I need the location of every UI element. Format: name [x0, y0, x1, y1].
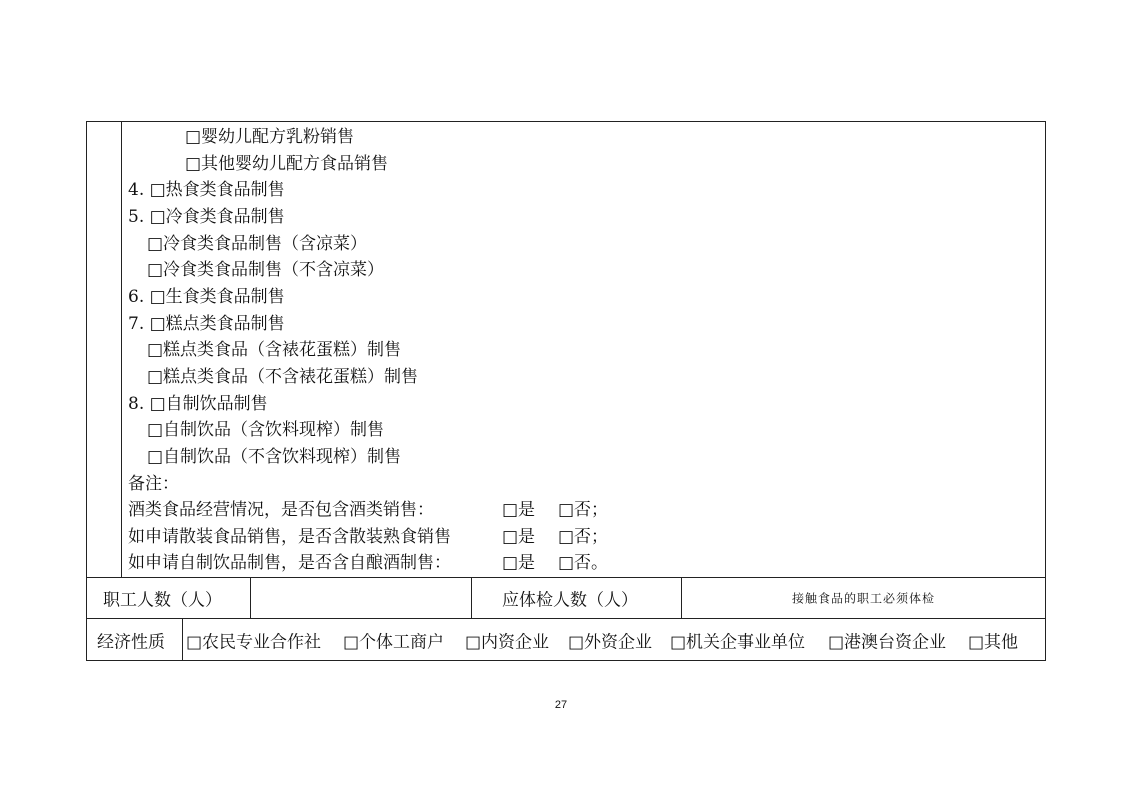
economy-label-cell [87, 619, 183, 660]
alcohol-yes-checkbox[interactable]: □是 [502, 500, 536, 520]
option-individual-business[interactable]: □个体工商户 [343, 632, 445, 652]
left-blank-column [87, 122, 122, 577]
staff-row [87, 577, 1045, 619]
home-brew-no-checkbox[interactable]: □否。 [558, 553, 609, 573]
exam-count-label-cell [472, 577, 682, 618]
item-drinks-with-juice[interactable]: □自制饮品（含饮料现榨）制售 [147, 420, 385, 440]
economy-label: 经济性质 [97, 632, 165, 652]
bulk-cooked-yes-checkbox[interactable]: □是 [502, 527, 536, 547]
question-bulk-cooked: 如申请散装食品销售，是否含散装熟食销售 [128, 527, 451, 547]
exam-count-label: 应体检人数（人） [502, 590, 638, 610]
item-cold-food-without-salad[interactable]: □冷食类食品制售（不含凉菜） [147, 260, 385, 280]
home-brew-yes-checkbox[interactable]: □是 [502, 553, 536, 573]
economy-row [87, 619, 1045, 660]
staff-count-label: 职工人数（人） [103, 590, 222, 610]
business-items-list [122, 122, 1045, 577]
question-alcohol: 酒类食品经营情况，是否包含酒类销售： [128, 500, 434, 520]
item-other-infant-formula[interactable]: □其他婴幼儿配方食品销售 [185, 154, 389, 174]
staff-count-input[interactable] [251, 577, 472, 618]
option-government-institution[interactable]: □机关企事业单位 [670, 632, 806, 652]
item-drinks-without-juice[interactable]: □自制饮品（不含饮料现榨）制售 [147, 447, 402, 467]
exam-note: 接触食品的职工必须体检 [792, 591, 936, 605]
item-raw-food[interactable]: 6. □生食类食品制售 [128, 287, 285, 307]
option-hk-macao-taiwan[interactable]: □港澳台资企业 [828, 632, 947, 652]
remarks-label: 备注： [128, 474, 179, 494]
item-infant-formula-milk[interactable]: □婴幼儿配方乳粉销售 [185, 127, 355, 147]
item-cold-food[interactable]: 5. □冷食类食品制售 [128, 207, 285, 227]
option-farmer-coop[interactable]: □农民专业合作社 [186, 632, 322, 652]
item-cold-food-with-salad[interactable]: □冷食类食品制售（含凉菜） [147, 234, 368, 254]
economy-options [183, 619, 1045, 660]
page-number: 27 [554, 699, 568, 711]
form-table [86, 121, 1046, 661]
question-home-brew: 如申请自制饮品制售，是否含自酿酒制售： [128, 553, 451, 573]
staff-count-label-cell [87, 577, 251, 618]
item-pastry[interactable]: 7. □糕点类食品制售 [128, 314, 285, 334]
option-domestic-enterprise[interactable]: □内资企业 [465, 632, 550, 652]
item-pastry-without-cake[interactable]: □糕点类食品（不含裱花蛋糕）制售 [147, 367, 419, 387]
business-items-section [87, 122, 1045, 578]
item-hot-food[interactable]: 4. □热食类食品制售 [128, 180, 285, 200]
option-other[interactable]: □其他 [968, 632, 1019, 652]
option-foreign-enterprise[interactable]: □外资企业 [568, 632, 653, 652]
exam-count-input[interactable] [682, 577, 1045, 618]
bulk-cooked-no-checkbox[interactable]: □否； [558, 527, 609, 547]
item-self-made-drinks[interactable]: 8. □自制饮品制售 [128, 394, 268, 414]
item-pastry-with-cake[interactable]: □糕点类食品（含裱花蛋糕）制售 [147, 340, 402, 360]
alcohol-no-checkbox[interactable]: □否； [558, 500, 609, 520]
